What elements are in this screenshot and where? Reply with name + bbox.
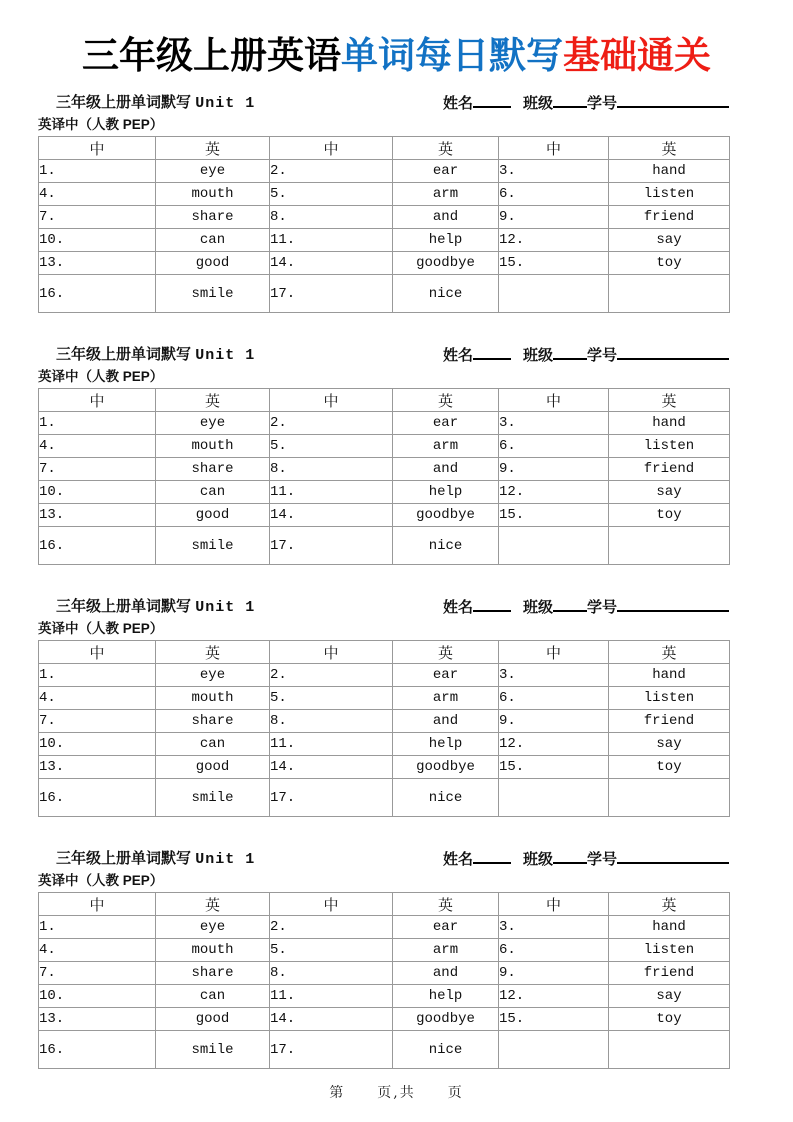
english-word-cell: hand [609, 916, 730, 939]
title-segment-black: 三年级上册英语 [82, 34, 341, 77]
english-word-cell: good [156, 504, 270, 527]
english-word-cell: smile [156, 527, 270, 565]
unit-label: Unit 1 [195, 95, 256, 112]
column-header-cn: 中 [270, 893, 393, 916]
chinese-answer-cell: 14. [270, 756, 393, 779]
english-word-cell [609, 779, 730, 817]
english-word-cell: share [156, 710, 270, 733]
unit-label: Unit 1 [195, 599, 256, 616]
chinese-answer-cell: 17. [270, 1031, 393, 1069]
direction-subtitle: 英译中（人教 PEP） [38, 117, 164, 132]
english-word-cell: arm [393, 939, 499, 962]
name-blank-line [473, 852, 511, 864]
english-word-cell: good [156, 756, 270, 779]
english-word-cell: help [393, 229, 499, 252]
chinese-answer-cell: 5. [270, 939, 393, 962]
table-row [39, 756, 730, 779]
chinese-answer-cell: 12. [499, 985, 609, 1008]
table-row [39, 939, 730, 962]
column-header-en: 英 [393, 641, 499, 664]
english-word-cell: help [393, 733, 499, 756]
chinese-answer-cell: 16. [39, 1031, 156, 1069]
student-id-blank-line [617, 852, 729, 864]
table-row [39, 458, 730, 481]
english-word-cell: ear [393, 664, 499, 687]
table-row [39, 229, 730, 252]
chinese-answer-cell: 7. [39, 710, 156, 733]
table-row [39, 1031, 730, 1069]
name-blank-line [473, 600, 511, 612]
table-row [39, 962, 730, 985]
table-row [39, 504, 730, 527]
chinese-answer-cell: 17. [270, 275, 393, 313]
vocab-table [38, 388, 730, 565]
english-word-cell: and [393, 206, 499, 229]
english-word-cell: smile [156, 1031, 270, 1069]
english-word-cell: mouth [156, 939, 270, 962]
column-header-cn: 中 [39, 641, 156, 664]
chinese-answer-cell: 15. [499, 756, 609, 779]
class-blank-line [553, 348, 587, 360]
chinese-answer-cell: 4. [39, 939, 156, 962]
table-header-row [39, 893, 730, 916]
english-word-cell: eye [156, 916, 270, 939]
english-word-cell: hand [609, 160, 730, 183]
english-word-cell: arm [393, 183, 499, 206]
english-word-cell: eye [156, 412, 270, 435]
chinese-answer-cell: 10. [39, 229, 156, 252]
english-word-cell: friend [609, 206, 730, 229]
column-header-en: 英 [609, 893, 730, 916]
chinese-answer-cell: 2. [270, 916, 393, 939]
chinese-answer-cell: 13. [39, 1008, 156, 1031]
chinese-answer-cell: 2. [270, 412, 393, 435]
english-word-cell: toy [609, 756, 730, 779]
name-label: 姓名 [442, 347, 473, 364]
column-header-en: 英 [156, 893, 270, 916]
english-word-cell: ear [393, 160, 499, 183]
table-header-row [39, 641, 730, 664]
english-word-cell: and [393, 962, 499, 985]
section-heading-zh: 三年级上册单词默写 [56, 346, 192, 363]
english-word-cell: hand [609, 412, 730, 435]
page-footer: 第 页,共 页 [329, 1085, 464, 1101]
chinese-answer-cell: 3. [499, 160, 609, 183]
chinese-answer-cell: 12. [499, 733, 609, 756]
chinese-answer-cell: 1. [39, 412, 156, 435]
chinese-answer-cell: 12. [499, 229, 609, 252]
column-header-cn: 中 [270, 389, 393, 412]
english-word-cell: mouth [156, 687, 270, 710]
chinese-answer-cell: 7. [39, 206, 156, 229]
chinese-answer-cell: 9. [499, 458, 609, 481]
english-word-cell: nice [393, 1031, 499, 1069]
english-word-cell: friend [609, 962, 730, 985]
chinese-answer-cell: 3. [499, 664, 609, 687]
table-row [39, 664, 730, 687]
unit-label: Unit 1 [195, 851, 256, 868]
chinese-answer-cell: 14. [270, 504, 393, 527]
name-blank-line [473, 348, 511, 360]
english-word-cell: eye [156, 664, 270, 687]
english-word-cell: ear [393, 412, 499, 435]
chinese-answer-cell: 6. [499, 687, 609, 710]
chinese-answer-cell: 9. [499, 710, 609, 733]
section-heading-zh: 三年级上册单词默写 [56, 850, 192, 867]
section-heading [38, 93, 255, 113]
column-header-cn: 中 [499, 137, 609, 160]
vocab-table [38, 136, 730, 313]
title-segment-blue: 单词每日默写 [341, 34, 563, 77]
english-word-cell: help [393, 985, 499, 1008]
class-blank-line [553, 600, 587, 612]
english-word-cell: can [156, 985, 270, 1008]
chinese-answer-cell: 7. [39, 962, 156, 985]
chinese-answer-cell: 6. [499, 183, 609, 206]
column-header-en: 英 [393, 893, 499, 916]
student-info-line [443, 850, 729, 869]
direction-subtitle: 英译中（人教 PEP） [38, 873, 164, 888]
english-word-cell: help [393, 481, 499, 504]
table-header-row [39, 137, 730, 160]
english-word-cell: mouth [156, 183, 270, 206]
chinese-answer-cell: 7. [39, 458, 156, 481]
english-word-cell: mouth [156, 435, 270, 458]
chinese-answer-cell: 14. [270, 1008, 393, 1031]
student-id-blank-line [617, 348, 729, 360]
english-word-cell: say [609, 733, 730, 756]
section-heading [38, 597, 255, 617]
chinese-answer-cell [499, 275, 609, 313]
english-word-cell: can [156, 481, 270, 504]
column-header-cn: 中 [499, 641, 609, 664]
column-header-en: 英 [156, 137, 270, 160]
name-label: 姓名 [442, 851, 473, 868]
table-row [39, 275, 730, 313]
worksheet-section [38, 849, 729, 1069]
chinese-answer-cell: 15. [499, 1008, 609, 1031]
class-label: 班级 [522, 347, 553, 364]
student-id-label: 学号 [586, 851, 617, 868]
table-row [39, 710, 730, 733]
class-label: 班级 [522, 95, 553, 112]
class-blank-line [553, 96, 587, 108]
chinese-answer-cell: 6. [499, 435, 609, 458]
english-word-cell: nice [393, 527, 499, 565]
column-header-en: 英 [156, 641, 270, 664]
chinese-answer-cell: 3. [499, 412, 609, 435]
chinese-answer-cell: 4. [39, 435, 156, 458]
main-title [0, 0, 793, 79]
chinese-answer-cell: 8. [270, 206, 393, 229]
column-header-en: 英 [156, 389, 270, 412]
column-header-en: 英 [609, 137, 730, 160]
english-word-cell: share [156, 962, 270, 985]
class-blank-line [553, 852, 587, 864]
english-word-cell: toy [609, 504, 730, 527]
english-word-cell: and [393, 710, 499, 733]
english-word-cell: say [609, 985, 730, 1008]
english-word-cell: say [609, 229, 730, 252]
chinese-answer-cell: 8. [270, 710, 393, 733]
table-row [39, 412, 730, 435]
english-word-cell: goodbye [393, 1008, 499, 1031]
chinese-answer-cell: 11. [270, 481, 393, 504]
chinese-answer-cell [499, 527, 609, 565]
english-word-cell: nice [393, 779, 499, 817]
chinese-answer-cell: 14. [270, 252, 393, 275]
chinese-answer-cell: 15. [499, 504, 609, 527]
column-header-cn: 中 [499, 893, 609, 916]
english-word-cell: eye [156, 160, 270, 183]
section-heading-zh: 三年级上册单词默写 [56, 598, 192, 615]
chinese-answer-cell: 10. [39, 481, 156, 504]
chinese-answer-cell: 1. [39, 160, 156, 183]
student-id-blank-line [617, 600, 729, 612]
chinese-answer-cell: 4. [39, 687, 156, 710]
chinese-answer-cell: 11. [270, 985, 393, 1008]
column-header-en: 英 [609, 641, 730, 664]
chinese-answer-cell: 11. [270, 733, 393, 756]
chinese-answer-cell: 8. [270, 962, 393, 985]
english-word-cell: toy [609, 1008, 730, 1031]
name-label: 姓名 [442, 95, 473, 112]
table-row [39, 206, 730, 229]
english-word-cell: smile [156, 275, 270, 313]
english-word-cell: ear [393, 916, 499, 939]
section-header [38, 345, 729, 365]
student-id-blank-line [617, 96, 729, 108]
chinese-answer-cell: 11. [270, 229, 393, 252]
worksheet-section [38, 597, 729, 817]
chinese-answer-cell: 12. [499, 481, 609, 504]
chinese-answer-cell: 6. [499, 939, 609, 962]
chinese-answer-cell: 17. [270, 527, 393, 565]
chinese-answer-cell: 1. [39, 916, 156, 939]
name-label: 姓名 [442, 599, 473, 616]
english-word-cell: and [393, 458, 499, 481]
student-info-line [443, 598, 729, 617]
english-word-cell [609, 1031, 730, 1069]
english-word-cell: friend [609, 458, 730, 481]
column-header-en: 英 [609, 389, 730, 412]
table-row [39, 481, 730, 504]
table-row [39, 779, 730, 817]
student-info-line [443, 94, 729, 113]
table-row [39, 985, 730, 1008]
chinese-answer-cell: 5. [270, 183, 393, 206]
chinese-answer-cell: 1. [39, 664, 156, 687]
direction-subtitle: 英译中（人教 PEP） [38, 621, 164, 636]
vocab-table [38, 892, 730, 1069]
column-header-cn: 中 [39, 893, 156, 916]
chinese-answer-cell: 4. [39, 183, 156, 206]
class-label: 班级 [522, 599, 553, 616]
english-word-cell: listen [609, 183, 730, 206]
chinese-answer-cell: 17. [270, 779, 393, 817]
chinese-answer-cell: 13. [39, 756, 156, 779]
chinese-answer-cell: 10. [39, 985, 156, 1008]
column-header-en: 英 [393, 137, 499, 160]
student-id-label: 学号 [586, 347, 617, 364]
chinese-answer-cell: 2. [270, 664, 393, 687]
english-word-cell: goodbye [393, 252, 499, 275]
english-word-cell: friend [609, 710, 730, 733]
table-header-row [39, 389, 730, 412]
table-row [39, 916, 730, 939]
section-header [38, 849, 729, 869]
english-word-cell: good [156, 1008, 270, 1031]
chinese-answer-cell: 16. [39, 275, 156, 313]
chinese-answer-cell: 16. [39, 779, 156, 817]
table-row [39, 183, 730, 206]
table-row [39, 160, 730, 183]
worksheet-section [38, 345, 729, 565]
chinese-answer-cell: 9. [499, 206, 609, 229]
section-heading [38, 345, 255, 365]
table-row [39, 252, 730, 275]
chinese-answer-cell [499, 779, 609, 817]
chinese-answer-cell: 16. [39, 527, 156, 565]
chinese-answer-cell: 10. [39, 733, 156, 756]
title-segment-red: 基础通关 [563, 34, 711, 77]
english-word-cell: toy [609, 252, 730, 275]
table-row [39, 1008, 730, 1031]
english-word-cell: say [609, 481, 730, 504]
english-word-cell: goodbye [393, 504, 499, 527]
english-word-cell: nice [393, 275, 499, 313]
chinese-answer-cell: 8. [270, 458, 393, 481]
column-header-en: 英 [393, 389, 499, 412]
name-blank-line [473, 96, 511, 108]
chinese-answer-cell: 13. [39, 504, 156, 527]
chinese-answer-cell [499, 1031, 609, 1069]
english-word-cell: listen [609, 939, 730, 962]
section-header [38, 597, 729, 617]
table-row [39, 527, 730, 565]
english-word-cell [609, 275, 730, 313]
worksheet-section [38, 93, 729, 313]
unit-label: Unit 1 [195, 347, 256, 364]
english-word-cell: listen [609, 435, 730, 458]
chinese-answer-cell: 3. [499, 916, 609, 939]
english-word-cell: good [156, 252, 270, 275]
column-header-cn: 中 [270, 137, 393, 160]
chinese-answer-cell: 5. [270, 687, 393, 710]
student-id-label: 学号 [586, 95, 617, 112]
english-word-cell: can [156, 733, 270, 756]
vocab-table [38, 640, 730, 817]
english-word-cell: can [156, 229, 270, 252]
english-word-cell: arm [393, 687, 499, 710]
chinese-answer-cell: 2. [270, 160, 393, 183]
english-word-cell: share [156, 458, 270, 481]
student-info-line [443, 346, 729, 365]
column-header-cn: 中 [499, 389, 609, 412]
direction-subtitle: 英译中（人教 PEP） [38, 369, 164, 384]
english-word-cell: smile [156, 779, 270, 817]
section-header [38, 93, 729, 113]
english-word-cell: arm [393, 435, 499, 458]
english-word-cell [609, 527, 730, 565]
chinese-answer-cell: 15. [499, 252, 609, 275]
chinese-answer-cell: 13. [39, 252, 156, 275]
section-heading-zh: 三年级上册单词默写 [56, 94, 192, 111]
table-row [39, 733, 730, 756]
english-word-cell: hand [609, 664, 730, 687]
column-header-cn: 中 [270, 641, 393, 664]
chinese-answer-cell: 9. [499, 962, 609, 985]
english-word-cell: goodbye [393, 756, 499, 779]
column-header-cn: 中 [39, 137, 156, 160]
english-word-cell: share [156, 206, 270, 229]
english-word-cell: listen [609, 687, 730, 710]
student-id-label: 学号 [586, 599, 617, 616]
section-heading [38, 849, 255, 869]
column-header-cn: 中 [39, 389, 156, 412]
class-label: 班级 [522, 851, 553, 868]
chinese-answer-cell: 5. [270, 435, 393, 458]
table-row [39, 687, 730, 710]
table-row [39, 435, 730, 458]
